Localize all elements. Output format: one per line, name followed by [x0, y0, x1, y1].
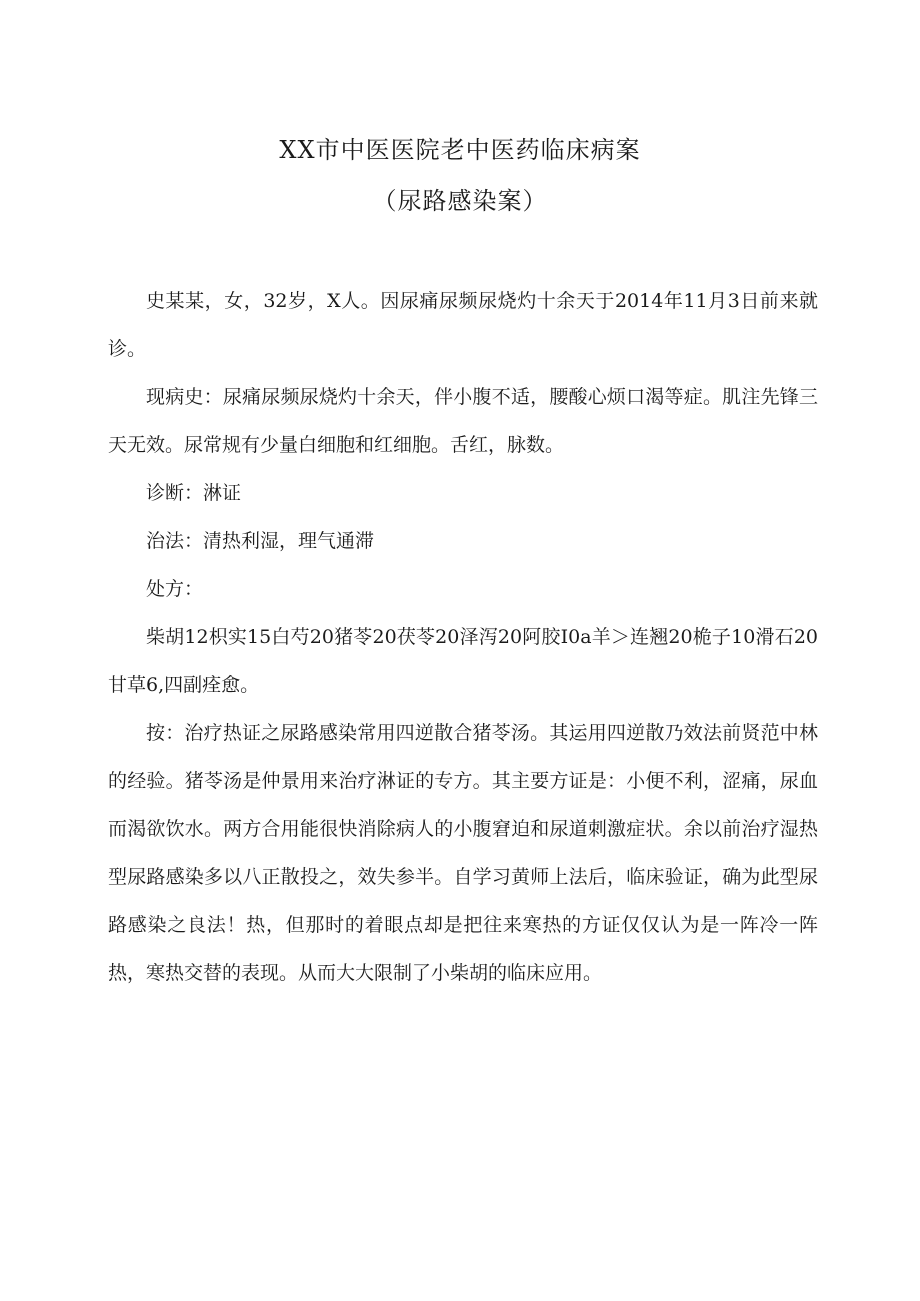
commentary-paragraph: 按：治疗热证之尿路感染常用四逆散合猪苓汤。其运用四逆散乃效法前贤范中林的经验。猪苓汤是仲景用来治疗淋证的专方。其主要方证是：小便不利，涩痛，尿血而渴欲饮水。两方合用能很快消除病人的小腹窘迫和尿道刺激症状。余以前治疗湿热型尿路感染多以八正散投之，效失参半。自学习黄师上法后，临床验证，确为此型尿路感染之良法！热，但那时的着眼点却是把往来寒热的方证仅仅认为是一阵冷一阵热，寒热交替的表现。从而大大限制了小柴胡的临床应用。: [108, 722, 818, 984]
document-subtitle: （尿路感染案）: [372, 187, 548, 215]
document-body: [108, 277, 818, 997]
prescription-paragraph: 柴胡12枳实15白芍20猪苓20茯苓20泽泻20阿胶I0a羊＞连翘20桅子10滑石20甘草6,四副痊愈。: [108, 626, 818, 696]
diagnosis-paragraph: 诊断：淋证: [146, 482, 242, 504]
document-title: XX市中医医院老中医药临床病案: [279, 136, 641, 164]
patient-info-paragraph: 史某某，女，32岁，X人。因尿痛尿频尿烧灼十余天于2014年11月3日前来就诊。: [108, 290, 818, 360]
treatment-method-paragraph: 治法：清热利湿，理气通滞: [146, 530, 375, 552]
prescription-heading: 处方：: [146, 578, 204, 600]
present-illness-paragraph: 现病史：尿痛尿频尿烧灼十余天，伴小腹不适，腰酸心烦口渴等症。肌注先锋三天无效。尿常规有少量白细胞和红细胞。舌红，脉数。: [108, 386, 818, 456]
